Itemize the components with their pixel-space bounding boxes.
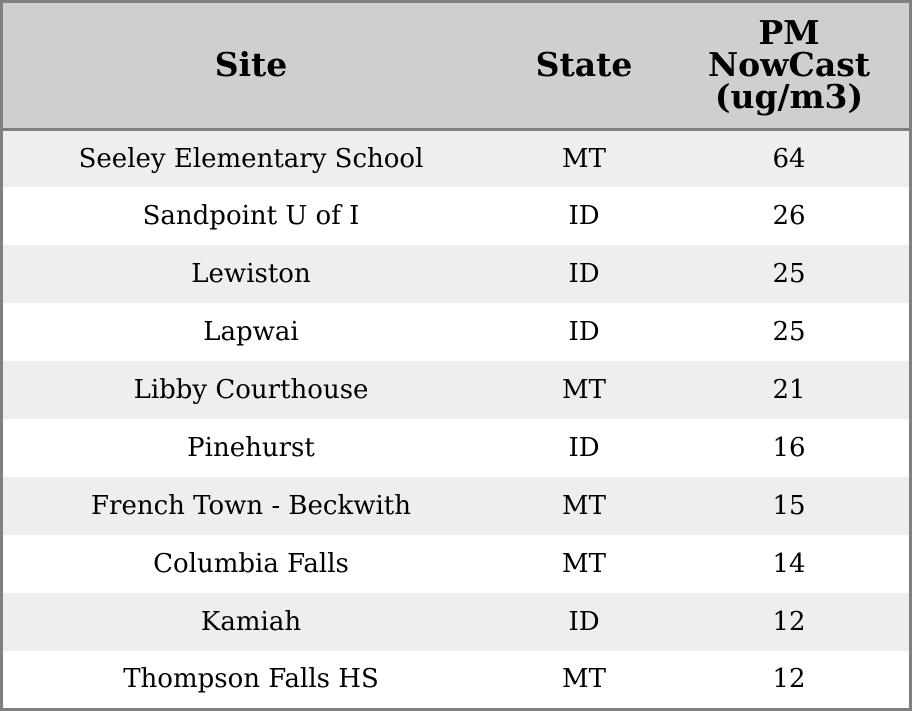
site-cell: Pinehurst xyxy=(187,433,315,463)
table-row xyxy=(3,187,909,245)
header-site: Site xyxy=(3,3,499,129)
header-pm-line-3: (ug/m3) xyxy=(714,77,864,117)
pm-value-cell: 26 xyxy=(772,201,806,231)
table-row xyxy=(3,419,909,477)
site-cell: Sandpoint U of I xyxy=(142,201,360,231)
table-row xyxy=(3,129,909,187)
state-cell: ID xyxy=(568,433,600,463)
pm-value-cell: 16 xyxy=(772,433,806,463)
table-body xyxy=(3,129,909,707)
table-row xyxy=(3,245,909,303)
site-cell: Libby Courthouse xyxy=(133,375,369,405)
header-state: State xyxy=(499,3,669,129)
state-cell: ID xyxy=(568,607,600,637)
table-row xyxy=(3,535,909,593)
header-pm-nowcast xyxy=(669,3,909,129)
table-row xyxy=(3,303,909,361)
header-pm-line-1: PM xyxy=(758,13,820,53)
header-pm-line-2: NowCast xyxy=(707,45,871,85)
pm-value-cell: 64 xyxy=(772,143,806,174)
site-cell: Lapwai xyxy=(203,317,299,347)
pm-nowcast-table xyxy=(3,3,909,707)
pm-value-cell: 15 xyxy=(772,491,806,521)
site-cell: Thompson Falls HS xyxy=(123,664,379,694)
state-cell: MT xyxy=(562,549,606,579)
pm-value-cell: 25 xyxy=(772,317,806,347)
state-cell: ID xyxy=(568,317,600,347)
site-cell: Kamiah xyxy=(200,607,302,637)
site-cell: French Town - Beckwith xyxy=(90,491,412,521)
table-row xyxy=(3,593,909,651)
pm-value-cell: 21 xyxy=(772,375,806,405)
state-cell: MT xyxy=(562,375,606,405)
state-cell: ID xyxy=(568,201,600,231)
site-cell: Columbia Falls xyxy=(153,549,349,579)
state-cell: MT xyxy=(562,664,606,694)
table-row xyxy=(3,361,909,419)
table-row xyxy=(3,651,909,707)
state-cell: ID xyxy=(568,259,600,289)
pm-value-cell: 12 xyxy=(772,664,806,694)
site-cell: Lewiston xyxy=(191,259,311,289)
state-cell: MT xyxy=(562,143,606,174)
pm-value-cell: 14 xyxy=(772,549,806,579)
site-cell: Seeley Elementary School xyxy=(78,143,424,174)
state-cell: MT xyxy=(562,491,606,521)
pm-value-cell: 12 xyxy=(772,607,806,637)
table-row xyxy=(3,477,909,535)
header-row xyxy=(3,3,909,129)
pm-value-cell: 25 xyxy=(772,259,806,289)
